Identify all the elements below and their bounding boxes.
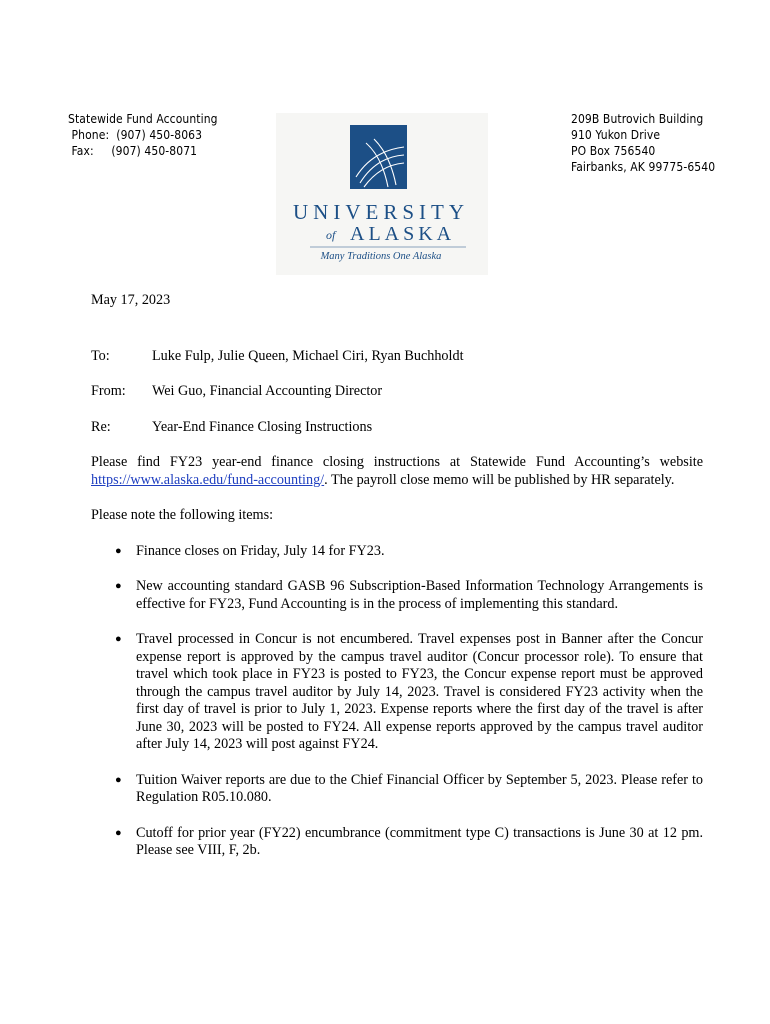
fax-line (68, 143, 218, 159)
fax-label: Fax: (71, 144, 94, 158)
address-line-2: 910 Yukon Drive (571, 128, 661, 142)
address-line-3: PO Box 756540 (571, 144, 656, 158)
department-name: Statewide Fund Accounting (68, 112, 218, 126)
phone-number: (907) 450-8063 (116, 128, 203, 142)
address-block (571, 111, 715, 175)
note-heading: Please note the following items: (91, 507, 274, 523)
list-item (91, 825, 703, 860)
address-line-1: 209B Butrovich Building (571, 112, 704, 126)
university-logo (276, 113, 488, 275)
logo-emblem-square (350, 125, 407, 189)
list-item (91, 631, 703, 754)
university-logo-graphic (276, 113, 488, 275)
memo-date: May 17, 2023 (91, 292, 171, 308)
address-line-4: Fairbanks, AK 99775-6540 (571, 160, 716, 174)
fund-accounting-link[interactable]: https://www.alaska.edu/fund-accounting/ (91, 471, 325, 488)
memo-from-label: From: (91, 383, 126, 399)
logo-of: of (326, 228, 336, 242)
bullet-icon: ● (115, 826, 122, 839)
phone-line (68, 127, 218, 143)
fax-number: (907) 450-8071 (111, 144, 198, 158)
phone-label: Phone: (71, 128, 110, 142)
bullet-icon: ● (115, 773, 122, 786)
sender-contact-block (68, 111, 218, 159)
logo-name-line2: ALASKA (350, 223, 456, 245)
intro-paragraph (91, 454, 703, 489)
list-item-text: New accounting standard GASB 96 Subscription-Based Information Technology Arrangements is effective for FY23, Fund Accounting is in the process of implementing this standard. (136, 578, 703, 612)
memo-to-row (91, 348, 703, 366)
memo-to-value: Luke Fulp, Julie Queen, Michael Ciri, Ryan Buchholdt (152, 347, 464, 364)
list-item (91, 578, 703, 613)
list-item-text: Finance closes on Friday, July 14 for FY23. (136, 542, 385, 559)
logo-tagline: Many Traditions One Alaska (320, 251, 442, 262)
memo-re-row (91, 419, 703, 437)
memo-to-label: To: (91, 347, 110, 364)
list-item-text: Cutoff for prior year (FY22) encumbrance (commitment type C) transactions is June 30 at 12 pm. Please see VIII, F, 2b. (136, 824, 703, 858)
list-item-text: Tuition Waiver reports are due to the Chief Financial Officer by September 5, 2023. Please refer to Regulation R05.10.080. (136, 771, 703, 805)
memo-body (91, 292, 703, 860)
memo-from-value: Wei Guo, Financial Accounting Director (152, 383, 383, 399)
bullet-icon: ● (115, 580, 122, 592)
instruction-list (91, 543, 703, 860)
bullet-icon: ● (115, 633, 122, 645)
intro-text-before: Please find FY23 year-end finance closing instructions at Statewide Fund Accounting’s website (91, 454, 703, 470)
bullet-icon: ● (115, 544, 122, 557)
memo-re-label: Re: (91, 418, 111, 435)
list-item (91, 772, 703, 807)
logo-name-line1: UNIVERSITY (293, 200, 469, 224)
list-item-text: Travel processed in Concur is not encumbered. Travel expenses post in Banner after the Concur expense report is approved by the campus travel auditor (Concur processor role). To ensure that travel which took place in FY23 is posted to FY23, the Concur expense report must be approved through the campus travel auditor by July 14, 2023. Travel is considered FY23 activity when the first day of travel is prior to July 1, 2023. Expense reports where the first day of the travel is after June 30, 2023 will be posted to FY24. All expense reports approved by the campus travel auditor after July 14, 2023 will post against FY24. (136, 631, 703, 752)
memo-from-row (91, 383, 703, 401)
list-item (91, 543, 703, 561)
intro-text-after: . The payroll close memo will be published by HR separately. (324, 471, 675, 488)
memo-re-value: Year-End Finance Closing Instructions (152, 418, 373, 435)
